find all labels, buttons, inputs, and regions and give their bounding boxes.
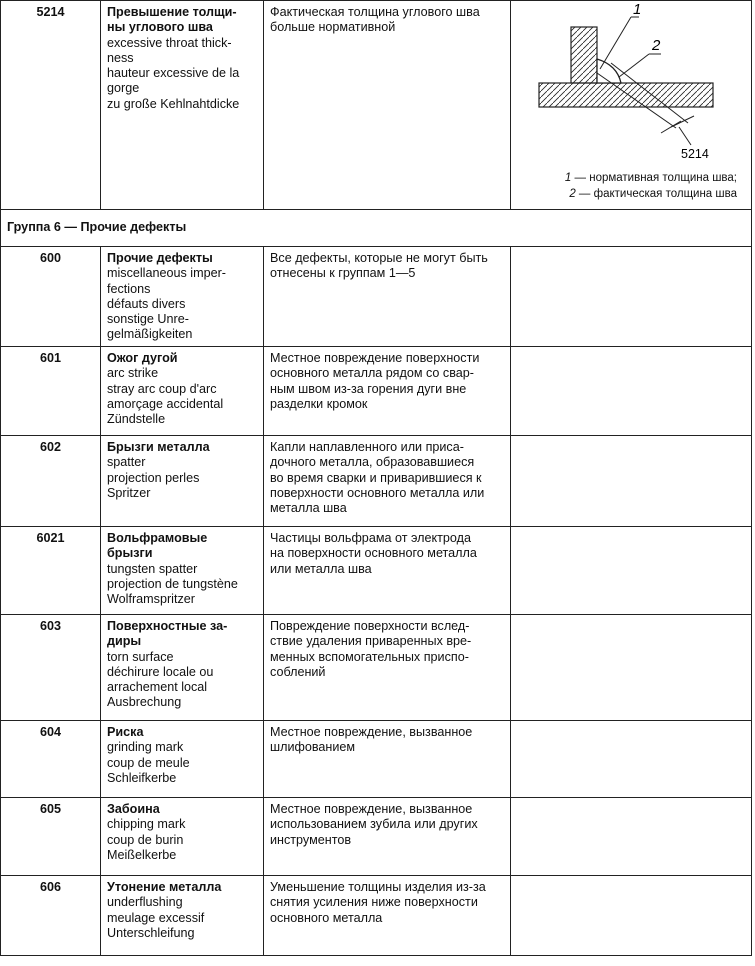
label-2: 2 <box>652 37 661 54</box>
defect-code: 6021 <box>1 527 101 615</box>
figure-cell <box>511 1 752 210</box>
defect-title-line: ны углового шва <box>107 20 213 35</box>
defect-description <box>264 347 511 436</box>
base-plate <box>539 83 713 107</box>
description-line: разделки кромок <box>270 396 368 411</box>
defect-name-line: défauts divers <box>107 296 186 311</box>
description-line: больше нормативной <box>270 20 396 35</box>
defect-description <box>264 615 511 721</box>
defect-description <box>264 527 511 615</box>
description-line: Местное повреждение, вызванное <box>270 725 473 739</box>
defect-title-line: Вольфрамовые <box>107 531 208 545</box>
defect-name-cell <box>101 1 264 210</box>
defect-name-cell <box>101 347 264 436</box>
defect-name-cell <box>101 721 264 798</box>
description-line: дочного металла, образовавшиеся <box>270 455 475 470</box>
description-line: инструментов <box>270 832 352 847</box>
defect-name-line: ness <box>107 50 134 65</box>
description-line: шлифованием <box>270 740 356 755</box>
defect-name-line: coup de burin <box>107 832 184 847</box>
figure-cell <box>511 615 752 721</box>
defect-name-line: Schleifkerbe <box>107 770 177 785</box>
vertical-plate <box>571 27 597 83</box>
label-1: 1 <box>633 1 642 18</box>
figure-cell <box>511 347 752 436</box>
description-line: менных вспомогательных приспо- <box>270 649 469 664</box>
table-row <box>1 876 752 956</box>
description-line: во время сварки и приварившиеся к <box>270 470 482 485</box>
fillet-weld-diagram <box>511 1 750 161</box>
group-heading-row <box>1 210 752 247</box>
table-row <box>1 436 752 527</box>
table-row <box>1 721 752 798</box>
table-row <box>1 798 752 876</box>
description-line: поверхности основного металла или <box>270 485 485 500</box>
defect-name-line: Unterschleifung <box>107 925 195 940</box>
figure-cell <box>511 876 752 956</box>
defect-name-cell <box>101 798 264 876</box>
defect-name-line: meulage excessif <box>107 910 205 925</box>
defect-title-line: диры <box>107 634 142 649</box>
description-line: или металла шва <box>270 561 372 576</box>
group-heading: Группа 6 — Прочие дефекты <box>1 210 752 247</box>
defect-code: 5214 <box>1 1 101 210</box>
defect-name-line: Spritzer <box>107 485 151 500</box>
description-line: ным швом из-за горения дуги вне <box>270 381 467 396</box>
description-line: Фактическая толщина углового шва <box>270 5 480 19</box>
description-line: Капли наплавленного или приса- <box>270 440 464 454</box>
description-line: на поверхности основного металла <box>270 546 477 561</box>
description-line: Местное повреждение, вызванное <box>270 802 473 816</box>
defect-name-line: zu große Kehlnahtdicke <box>107 96 240 111</box>
defect-title-line: Прочие дефекты <box>107 251 213 265</box>
defect-name-line: projection de tungstène <box>107 576 238 591</box>
description-line: отнесены к группам 1—5 <box>270 266 416 281</box>
defect-description <box>264 436 511 527</box>
defect-name-line: arc strike <box>107 366 159 381</box>
defect-title-line: брызги <box>107 546 153 561</box>
defect-name-line: gorge <box>107 81 140 96</box>
defect-description <box>264 247 511 347</box>
defect-title-line: Превышение толщи- <box>107 5 237 19</box>
defect-name-line: Meißelkerbe <box>107 847 177 862</box>
figure-caption-2 <box>569 187 737 201</box>
defect-name-line: fections <box>107 281 151 296</box>
defect-code: 601 <box>1 347 101 436</box>
defect-code: 602 <box>1 436 101 527</box>
table-row <box>1 247 752 347</box>
figure-code-label: 5214 <box>681 147 709 161</box>
defect-name-cell <box>101 436 264 527</box>
defect-name-cell <box>101 876 264 956</box>
defect-name-line: sonstige Unre- <box>107 312 189 327</box>
description-line: использованием зубила или других <box>270 817 478 832</box>
figure-cell <box>511 721 752 798</box>
description-line: металла шва <box>270 501 347 516</box>
description-line: соблений <box>270 664 326 679</box>
defect-name-line: Ausbrechung <box>107 695 182 710</box>
defect-code: 600 <box>1 247 101 347</box>
defect-name-line: hauteur excessive de la <box>107 66 240 81</box>
defect-name-line: Wolframspritzer <box>107 592 195 607</box>
description-line: ствие удаления приваренных вре- <box>270 634 472 649</box>
defect-description <box>264 1 511 210</box>
defect-title-line: Забоина <box>107 802 160 816</box>
table-row <box>1 347 752 436</box>
defect-title-line: Брызги металла <box>107 440 210 454</box>
defect-name-line: coup de meule <box>107 755 190 770</box>
description-line: Местное повреждение поверхности <box>270 351 480 365</box>
defect-name-line: chipping mark <box>107 817 186 832</box>
description-line: Повреждение поверхности вслед- <box>270 619 470 633</box>
defect-name-cell <box>101 527 264 615</box>
defect-name-line: Zündstelle <box>107 412 166 427</box>
weld-bead <box>597 59 621 83</box>
defect-title-line: Риска <box>107 725 144 739</box>
defect-name-line: gelmäßigkeiten <box>107 327 193 342</box>
description-line: Частицы вольфрама от электрода <box>270 531 471 545</box>
defect-title-line: Поверхностные за- <box>107 619 228 633</box>
description-line: снятия усиления ниже поверхности <box>270 895 478 910</box>
defect-name-line: déchirure locale ou <box>107 664 214 679</box>
defect-name-line: miscellaneous imper- <box>107 266 226 281</box>
figure-cell <box>511 247 752 347</box>
table-row <box>1 1 752 210</box>
description-line: Все дефекты, которые не могут быть <box>270 251 488 265</box>
defect-name-line: torn surface <box>107 649 174 664</box>
defect-name-cell <box>101 615 264 721</box>
defect-name-line: projection perles <box>107 470 200 485</box>
description-line: Уменьшение толщины изделия из-за <box>270 880 486 894</box>
figure-cell <box>511 527 752 615</box>
table-row <box>1 615 752 721</box>
defect-code: 603 <box>1 615 101 721</box>
caption-1-text: — нормативная толщина шва; <box>571 172 737 184</box>
defect-name-line: stray arc coup d'arc <box>107 381 217 396</box>
caption-2-number: 2 <box>569 188 576 200</box>
defect-description <box>264 721 511 798</box>
defect-title-line: Ожог дугой <box>107 351 178 365</box>
defect-name-line: excessive throat thick- <box>107 35 232 50</box>
figure-cell <box>511 798 752 876</box>
defect-name-line: tungsten spatter <box>107 561 198 576</box>
defect-name-line: spatter <box>107 455 146 470</box>
description-line: основного металла <box>270 910 383 925</box>
defect-name-line: grinding mark <box>107 740 184 755</box>
figure-caption-1 <box>565 171 737 185</box>
description-line: основного металла рядом со свар- <box>270 366 474 381</box>
table-row <box>1 527 752 615</box>
defect-name-line: underflushing <box>107 895 183 910</box>
defect-code: 605 <box>1 798 101 876</box>
defect-description <box>264 798 511 876</box>
defect-description <box>264 876 511 956</box>
caption-2-text: — фактическая толщина шва <box>575 188 737 200</box>
figure-cell <box>511 436 752 527</box>
defect-code: 604 <box>1 721 101 798</box>
defect-name-cell <box>101 247 264 347</box>
defect-name-line: amorçage accidental <box>107 396 224 411</box>
defect-code: 606 <box>1 876 101 956</box>
defect-title-line: Утонение металла <box>107 880 222 894</box>
caption-1-number: 1 <box>564 172 572 184</box>
defect-name-line: arrachement local <box>107 680 208 695</box>
